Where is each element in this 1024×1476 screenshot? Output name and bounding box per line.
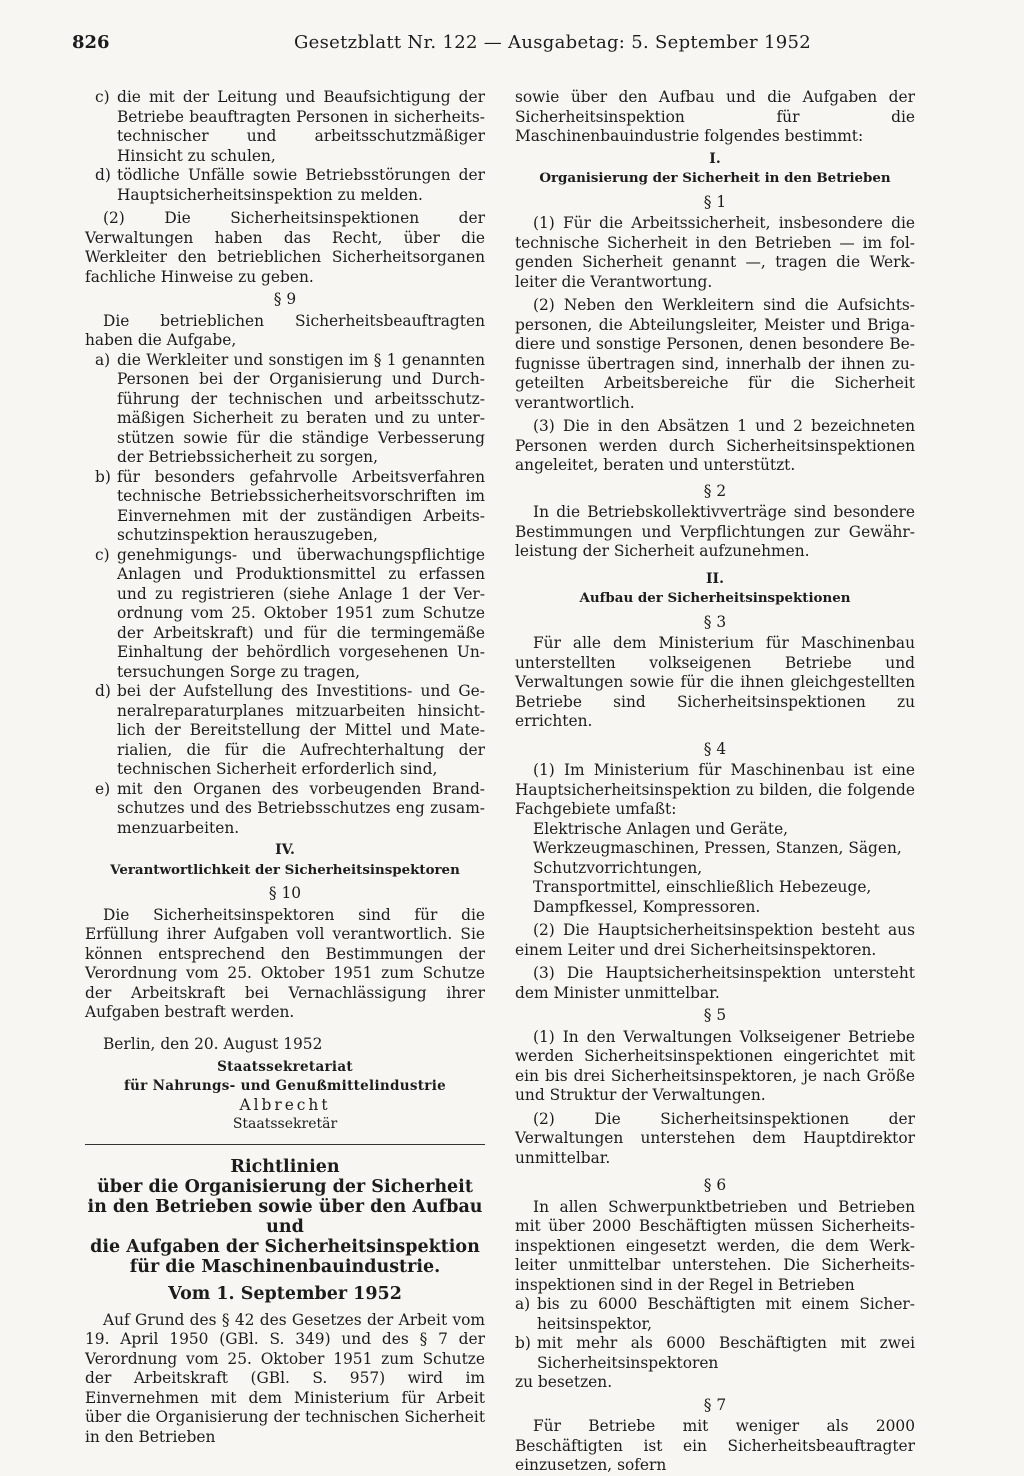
page-number: 826 — [72, 32, 110, 53]
section-heading: § 3 — [703, 612, 727, 631]
list-item: Schutzvorrichtungen, — [533, 858, 703, 877]
title-line: die Aufgaben der Sicherheitsinspektion — [90, 1237, 480, 1257]
paragraph: Für Betriebe mit weniger als 2000 Beschäftigten ist ein Sicherheitsbeauftragter einzusetzen, sofern — [515, 1417, 915, 1474]
paragraph: Die Sicherheitsinspektoren sind für die Erfüllung ihrer Aufgaben voll verantwortlich. Sie können entsprechend den Bestimmungen der Verordnung vom 25. Oktober 1951 zum Schutze der Arbeitskraft bei Vernachlässigung ihrer Aufgaben bestraft werden. — [85, 905, 485, 1021]
item-text: die Werkleiter und sonstigen im § 1 genannten Personen bei der Organisierung und Durchführung der technischen und arbeitsschutzmäßigen Sicherheit zu beraten und zu unterstützen sowie für die ständige Verbesserung der Betriebssicherheit zu sorgen, — [117, 350, 485, 466]
document-date: Vom 1. September 1952 — [168, 1284, 402, 1304]
place-date: Berlin, den 20. August 1952 — [103, 1034, 323, 1053]
item-label: e) — [95, 779, 111, 798]
running-title: Gesetzblatt Nr. 122 — Ausgabetag: 5. September 1952 — [294, 32, 811, 53]
item-label: c) — [95, 88, 110, 106]
section-heading: § 5 — [703, 1006, 727, 1024]
item-text: mit den Organen des vorbeugenden Brandschutzes und des Betriebsschutzes eng zusammenzuarbeiten. — [117, 779, 485, 837]
section-title: Organisierung der Sicherheit in den Betrieben — [539, 170, 891, 186]
item-text: für besonders gefahrvolle Arbeitsverfahren technische Betriebssicherheitsvorschriften im Einvernehmen mit der zuständigen Arbeitsschutzinspektion herauszugeben, — [117, 467, 485, 544]
section-title: Verantwortlichkeit der Sicherheitsinspektoren — [110, 861, 460, 878]
paragraph: sowie über den Aufbau und die Aufgaben der Sicherheitsinspektion für die Maschinenbauindustrie folgendes bestimmt: — [515, 88, 915, 145]
list-item — [515, 1334, 915, 1373]
title-line: über die Organisierung der Sicherheit — [97, 1177, 473, 1197]
paragraph: (3) Die Hauptsicherheitsinspektion untersteht dem Minister unmittelbar. — [515, 964, 915, 1002]
list-item: Werkzeugmaschinen, Pressen, Stanzen, Sägen, — [533, 839, 902, 857]
title-line: für die Maschinenbauindustrie. — [129, 1257, 441, 1277]
signer-name: Albrecht — [239, 1096, 331, 1114]
list-item — [85, 351, 485, 468]
item-label: d) — [95, 682, 111, 700]
section-heading: § 10 — [268, 884, 302, 902]
page-header — [72, 30, 922, 58]
item-label: b) — [95, 467, 111, 486]
paragraph: (2) Die Hauptsicherheitsinspektion besteht aus einem Leiter und drei Sicherheitsinspektoren. — [515, 921, 915, 959]
paragraph: Auf Grund des § 42 des Gesetzes der Arbeit vom 19. April 1950 (GBl. S. 349) und des § 7 der Verordnung vom 25. Oktober 1951 zum Schutze der Arbeitskraft (GBl. S. 957) wird im Einvernehmen mit dem Ministerium für Arbeit über die Organisierung der technischen Sicherheit in den Betrieben — [85, 1310, 485, 1446]
item-text: bei der Aufstellung des Investitions- und Generalreparaturplanes mitzuarbeiten hinsichtlich der Bereitstellung der Mittel und Materialien, die für die Aufrechterhaltung der technischen Sicherheit erforderlich sind, — [117, 682, 485, 778]
item-label: d) — [95, 166, 111, 184]
paragraph: (1) Für die Arbeitssicherheit, insbesondere die technische Sicherheit in den Betrieben — im folgenden Sicherheit genannt —, tragen die Werkleiter die Verantwortung. — [515, 214, 915, 291]
title-line: in den Betrieben sowie über den Aufbau und — [87, 1197, 483, 1237]
paragraph: In allen Schwerpunktbetrieben und Betrieben mit über 2000 Beschäftigten müssen Sicherheitsinspektionen eingesetzt werden, die dem Werkleiter unmittelbar unterstehen. Die Sicherheitsinspektionen sind in der Regel in Betrieben — [515, 1197, 915, 1294]
left-column — [85, 88, 485, 1447]
item-text: tödliche Unfälle sowie Betriebsstörungen der Hauptsicherheitsinspektion zu melden. — [117, 166, 485, 204]
signer-org: für Nahrungs- und Genußmittelindustrie — [123, 1078, 447, 1094]
signer-role: Staatssekretär — [232, 1116, 338, 1132]
signature-block — [85, 1058, 485, 1134]
item-label: a) — [95, 350, 111, 369]
paragraph: (2) Die Sicherheitsinspektionen der Verwaltungen haben das Recht, über die Werkleiter den betrieblichen Sicherheitsorganen fachliche Hinweise zu geben. — [85, 209, 485, 286]
list-item — [85, 780, 485, 839]
section-divider — [85, 1144, 485, 1145]
paragraph: (1) Im Ministerium für Maschinenbau ist eine Hauptsicherheitsinspektion zu bilden, die folgende Fachgebiete umfaßt: — [515, 761, 915, 818]
section-heading: § 7 — [703, 1395, 727, 1414]
fachgebiete-list — [515, 820, 915, 918]
item-label: c) — [95, 545, 110, 564]
list-item: Elektrische Anlagen und Geräte, — [533, 819, 789, 838]
item-text: genehmigungs- und überwachungspflichtige Anlagen und Produktionsmittel zu erfassen und zu registrieren (siehe Anlage 1 der Verordnung vom 25. Oktober 1951 zum Schutze der Arbeitskraft) und für die termingemäße Einhaltung der behördlich vorgesehenen Untersuchungen Sorge zu tragen, — [117, 545, 485, 681]
section-number: IV. — [275, 842, 295, 858]
section-heading: § 2 — [703, 481, 727, 500]
paragraph: (2) Neben den Werkleitern sind die Aufsichtspersonen, die Abteilungsleiter, Meister und Brigadiere und sonstige Personen, denen besondere Befugnisse übertragen sind, innerhalb der ihnen zugeteilten Arbeitsbereiche für die Sicherheit verantwortlich. — [515, 296, 915, 412]
item-text: bis zu 6000 Beschäftigten mit einem Sicherheitsinspektor, — [537, 1295, 915, 1333]
signer-org: Staatssekretariat — [217, 1059, 353, 1075]
section-heading: § 6 — [703, 1176, 727, 1194]
section-title: Aufbau der Sicherheitsinspektionen — [579, 590, 851, 606]
section-number: I. — [709, 150, 721, 167]
paragraph: Die betrieblichen Sicherheitsbeauftragten haben die Aufgabe, — [85, 311, 485, 349]
item-text: mit mehr als 6000 Beschäftigten mit zwei Sicherheitsinspektoren — [537, 1334, 915, 1372]
item-label: b) — [515, 1334, 531, 1352]
list-item — [515, 1295, 915, 1334]
list-item — [85, 166, 485, 205]
paragraph: In die Betriebskollektivverträge sind besondere Bestimmungen und Verpflichtungen zur Gewährleistung der Sicherheit aufzunehmen. — [515, 503, 915, 560]
paragraph: zu besetzen. — [515, 1373, 613, 1391]
section-heading: § 4 — [703, 739, 727, 758]
paragraph: (1) In den Verwaltungen Volkseigener Betriebe werden Sicherheitsinspektionen eingerichtet mit ein bis drei Sicherheitsinspektoren, je nach Größe und Struktur der Verwaltungen. — [515, 1027, 915, 1104]
paragraph: (2) Die Sicherheitsinspektionen der Verwaltungen unterstehen dem Hauptdirektor unmittelbar. — [515, 1109, 915, 1167]
list-item: Transportmittel, einschließlich Hebezeuge, — [533, 878, 872, 896]
list-item — [85, 468, 485, 546]
list-item — [85, 546, 485, 683]
title-line: Richtlinien — [230, 1157, 340, 1177]
item-text: die mit der Leitung und Beaufsichtigung der Betriebe beauftragten Personen in sicherheitstechnischer und arbeitsschutzmäßiger Hinsicht zu schulen, — [117, 88, 485, 165]
paragraph: (3) Die in den Absätzen 1 und 2 bezeichneten Personen werden durch Sicherheitsinspektionen angeleitet, beraten und unterstützt. — [515, 417, 915, 474]
section-heading: § 1 — [703, 192, 727, 211]
section-number: II. — [706, 570, 724, 587]
list-item — [85, 682, 485, 780]
list-item: Dampfkessel, Kompressoren. — [533, 897, 761, 916]
document-title — [85, 1157, 485, 1277]
paragraph: Für alle dem Ministerium für Maschinenbau unterstellten volkseigenen Betriebe und Verwaltungen sowie für die ihnen gleichgestellten Betriebe sind Sicherheitsinspektionen zu errichten. — [515, 634, 915, 730]
right-column — [515, 88, 915, 1476]
section-heading: § 9 — [273, 290, 297, 308]
list-item — [85, 88, 485, 166]
item-label: a) — [515, 1295, 531, 1313]
